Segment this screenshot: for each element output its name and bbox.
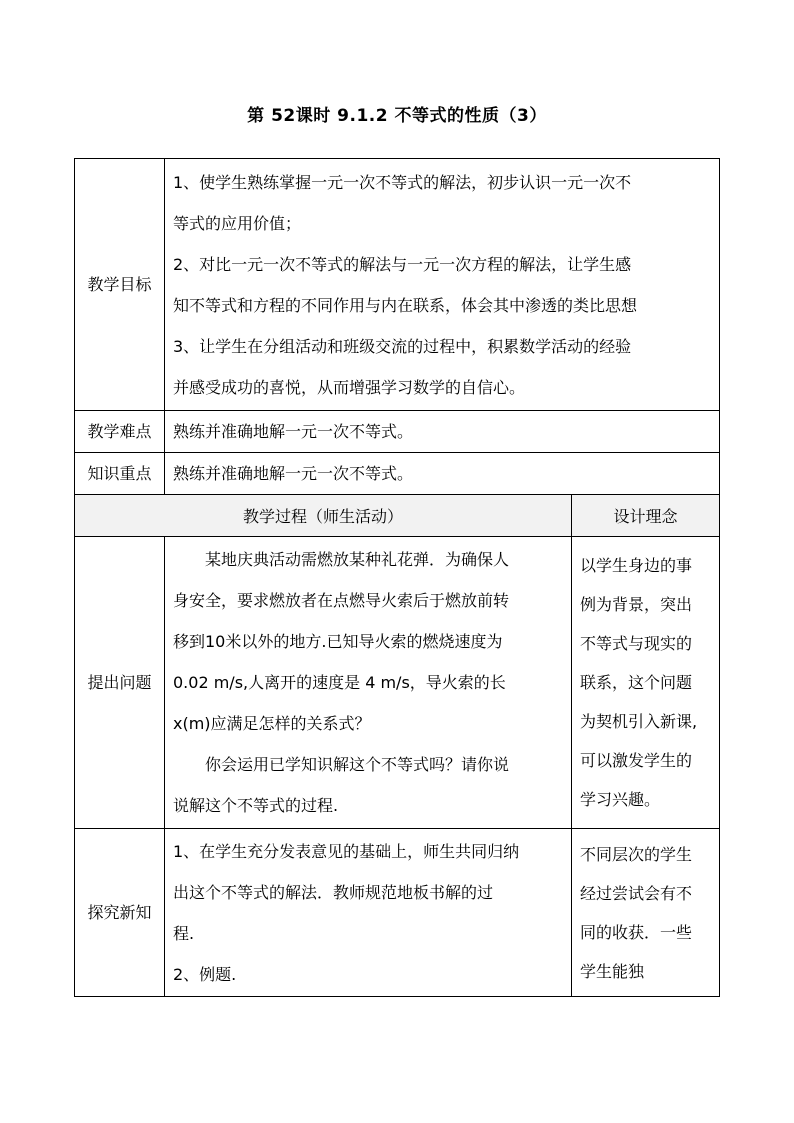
design-line: 学生能独: [580, 961, 645, 981]
explore-content: [165, 829, 572, 997]
objectives-label: 教学目标: [75, 159, 165, 411]
problem-line: 你会运用已学知识解这个不等式吗？请你说: [205, 755, 510, 774]
process-header: 教学过程（师生活动）: [75, 495, 572, 537]
objectives-line: 3、让学生在分组活动和班级交流的过程中，积累数学活动的经验: [173, 336, 632, 356]
process-header-row: [75, 495, 720, 537]
objectives-line: 并感受成功的喜悦，从而增强学习数学的自信心。: [173, 377, 526, 397]
lesson-plan-table: [74, 158, 720, 997]
design-line: 经过尝试会有不: [580, 883, 693, 903]
objectives-line: 1、使学生熟练掌握一元一次不等式的解法，初步认识一元一次不: [173, 172, 632, 192]
objectives-content: [165, 159, 720, 411]
problem-line: 移到10米以外的地方.已知导火索的燃烧速度为: [173, 632, 503, 651]
difficulty-text: 熟练并准确地解一元一次不等式。: [173, 421, 414, 441]
raise-problem-design: [572, 537, 720, 829]
problem-line: 身安全，要求燃放者在点燃导火索后于燃放前转: [173, 591, 510, 610]
key-points-label: 知识重点: [75, 453, 165, 495]
design-line: 学习兴趣。: [580, 790, 661, 809]
difficulty-label: 教学难点: [75, 411, 165, 453]
design-line: 例为背景，突出: [580, 595, 693, 614]
design-line: 不等式与现实的: [580, 634, 693, 653]
design-line: 同的收获．一些: [580, 922, 693, 942]
objectives-line: 等式的应用价值；: [173, 213, 302, 233]
raise-problem-label: 提出问题: [75, 537, 165, 829]
raise-problem-row: [75, 537, 720, 829]
explore-row: [75, 829, 720, 997]
raise-problem-content: [165, 537, 572, 829]
problem-line: 说解这个不等式的过程.: [173, 796, 339, 815]
difficulty-row: [75, 411, 720, 453]
design-line: 以学生身边的事: [580, 556, 693, 575]
key-points-row: [75, 453, 720, 495]
design-line: 可以激发学生的: [580, 751, 693, 770]
explore-line: 2、例题.: [173, 964, 237, 984]
explore-label: 探究新知: [75, 829, 165, 997]
explore-line: 程.: [173, 923, 195, 943]
design-line: 联系，这个问题: [580, 673, 693, 692]
objectives-line: 知不等式和方程的不同作用与内在联系，体会其中渗透的类比思想: [173, 295, 638, 315]
explore-design: [572, 829, 720, 997]
objectives-row: [75, 159, 720, 411]
design-line: 为契机引入新课,: [580, 712, 698, 731]
problem-line: 某地庆典活动需燃放某种礼花弹．为确保人: [205, 550, 510, 569]
key-points-text: 熟练并准确地解一元一次不等式。: [173, 463, 414, 483]
design-line: 不同层次的学生: [580, 844, 693, 864]
design-header: 设计理念: [572, 495, 720, 537]
problem-line: x(m)应满足怎样的关系式？: [173, 714, 371, 733]
objectives-line: 2、对比一元一次不等式的解法与一元一次方程的解法，让学生感: [173, 254, 632, 274]
difficulty-content: [165, 411, 720, 453]
lesson-title: 第 52课时 9.1.2 不等式的性质（3）: [247, 106, 547, 126]
explore-line: 出这个不等式的解法．教师规范地板书解的过: [173, 882, 494, 902]
explore-line: 1、在学生充分发表意见的基础上，师生共同归纳: [173, 841, 520, 861]
problem-line: 0.02 m/s,人离开的速度是 4 m/s，导火索的长: [173, 673, 506, 692]
key-points-content: [165, 453, 720, 495]
